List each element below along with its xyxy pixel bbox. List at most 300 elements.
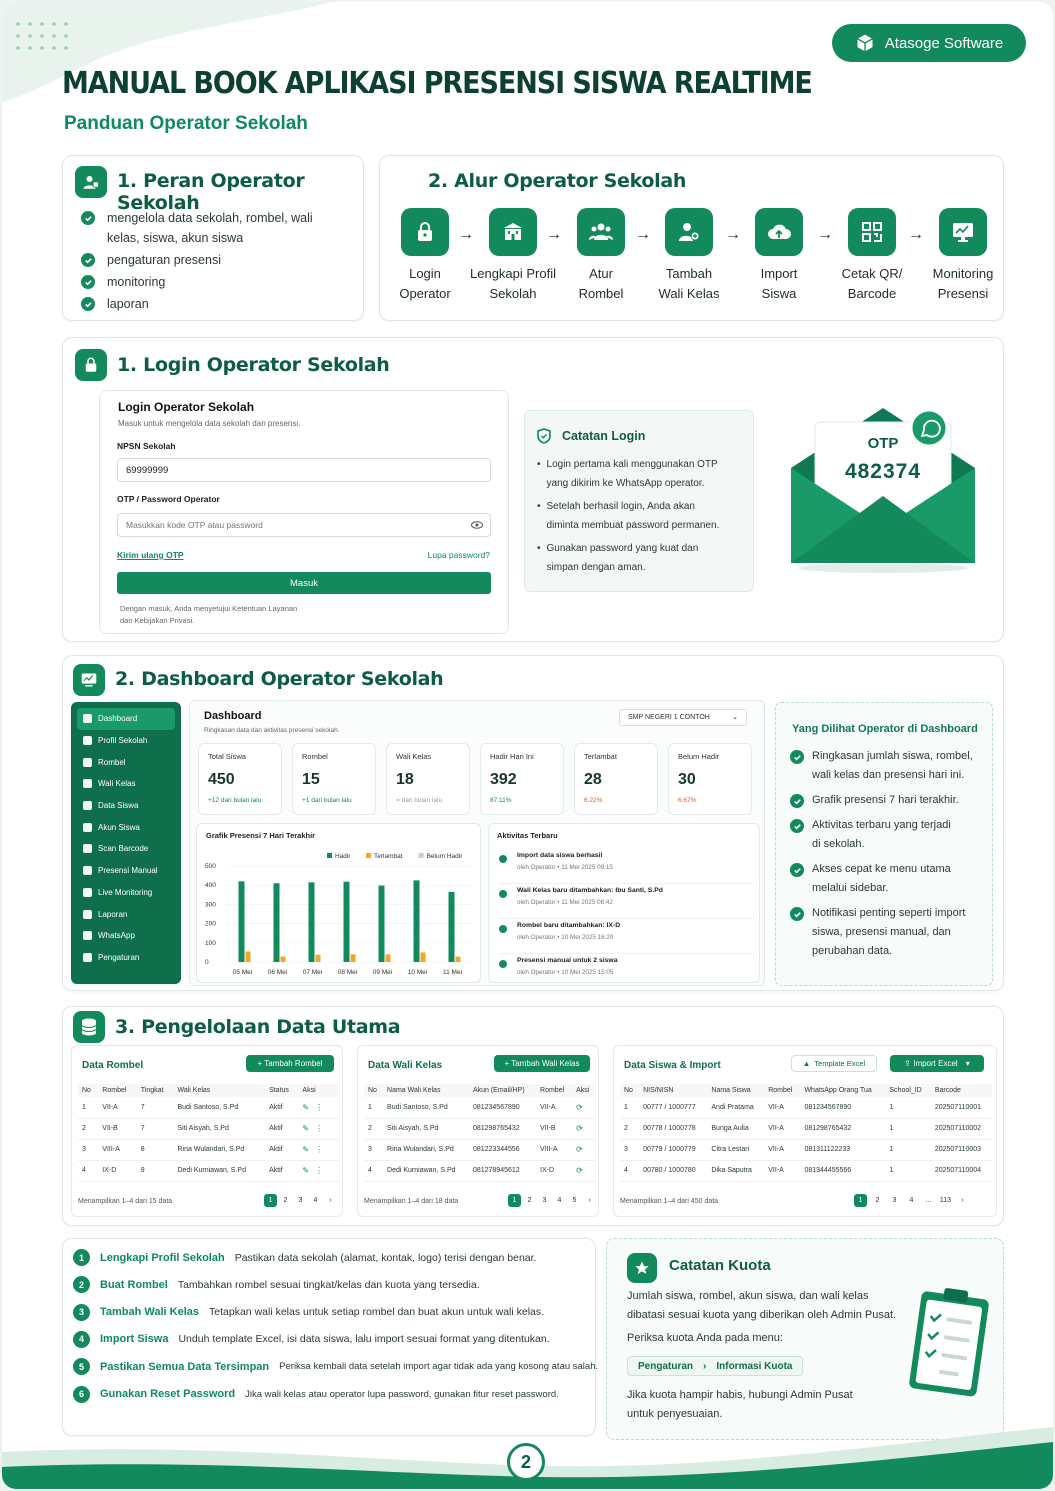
arrow-right-icon: → (817, 226, 833, 243)
page-button[interactable]: 5 (572, 1197, 577, 1204)
x-tick-label: 09 Mei (372, 969, 393, 976)
step-text: Tetapkan wali kelas untuk setiap rombel dan buat akun untuk wali kelas. (209, 1306, 545, 1319)
stat-card (668, 743, 752, 815)
bar-hadir (414, 880, 420, 962)
page-button[interactable]: 3 (542, 1197, 547, 1204)
table-row (78, 1097, 340, 1118)
table-cell: 4 (620, 1160, 639, 1181)
sidebar-item[interactable]: Profil Sekolah (71, 730, 181, 752)
dashboard-info-title: Yang Dilihat Operator di Dashboard (792, 723, 978, 735)
dashboard-heading-sub: Ringkasan data dan aktivitas presensi sekolah. (204, 727, 340, 734)
reset-icon[interactable]: ⟳ (576, 1145, 583, 1154)
step-item (73, 1304, 544, 1321)
step-title: Import Siswa (100, 1333, 169, 1346)
dashboard-sidebar (71, 702, 181, 984)
data-section-title: 3. Pengelolaan Data Utama (115, 1016, 401, 1038)
stat-sub: +12 dari bulan lalu (208, 797, 262, 804)
school-select[interactable]: SMP NEGERI 1 CONTOH ⌄ (619, 709, 747, 726)
sidebar-menu-icon (83, 779, 92, 788)
school-icon (489, 208, 537, 256)
sidebar-item[interactable]: Laporan (71, 903, 181, 925)
menu-informasi-kuota[interactable]: Informasi Kuota (716, 1360, 793, 1372)
qr-icon (848, 208, 896, 256)
stat-label: Hadir Hari Ini (490, 752, 534, 761)
table-cell: Bunga Aulia (707, 1118, 764, 1139)
upload-icon: ⇪ (904, 1059, 914, 1068)
y-tick-label: 100 (205, 939, 216, 947)
activity-text: Rombel baru ditambahkan: IX-D (517, 922, 621, 929)
sidebar-menu-icon (83, 714, 92, 723)
quota-text-3: Jika kuota hampir habis, hubungi Admin Pusat untuk penyesuaian. (627, 1389, 853, 1420)
page-button[interactable]: 4 (557, 1197, 562, 1204)
login-notes (524, 410, 754, 592)
step-text: Unduh template Excel, isi data siswa, lalu import sesuai format yang ditentukan. (178, 1333, 550, 1346)
stat-sub: 87.11% (490, 797, 512, 804)
edit-icon[interactable]: ✎ (302, 1145, 310, 1154)
flow-step-profil: Lengkapi Profil Sekolah (468, 208, 558, 304)
row-actions (298, 1160, 340, 1181)
legend-swatch (366, 853, 371, 858)
bar-terlambat (386, 954, 391, 962)
check-icon (790, 907, 804, 921)
activity-meta: oleh Operator • 10 Mei 2025 16:20 (517, 934, 614, 941)
page-button[interactable]: 3 (892, 1197, 897, 1204)
stat-value: 15 (302, 771, 320, 788)
excel-icon: ▲ (802, 1059, 811, 1068)
legend-label: Belum Hadir (426, 853, 463, 860)
table-cell: 1 (885, 1160, 930, 1181)
legend-label: Terlambat (374, 853, 403, 860)
table-cell: 1 (620, 1097, 639, 1118)
table-cell: 00780 / 1000780 (639, 1160, 707, 1181)
siswa-footer: Menampilkan 1–4 dari 450 data (620, 1198, 719, 1205)
stat-sub: +1 dari bulan lalu (302, 797, 352, 804)
check-icon (790, 819, 804, 833)
table-cell: VII-A (764, 1139, 800, 1160)
arrow-right-icon: → (458, 226, 474, 243)
more-icon[interactable]: ⋮ (315, 1102, 324, 1112)
sidebar-item[interactable]: Pengaturan (71, 947, 181, 969)
stat-sub: = dari bulan lalu (396, 797, 443, 804)
sidebar-menu-icon (83, 931, 92, 940)
otp-label-text: OTP (867, 435, 899, 452)
page-button[interactable]: › (961, 1197, 964, 1204)
check-icon (790, 750, 804, 764)
table-cell: 8 (137, 1139, 174, 1160)
table-cell: 9 (137, 1160, 174, 1181)
table-cell: VIII-A (98, 1139, 136, 1160)
stat-value: 18 (396, 771, 414, 788)
table-cell: VII-B (536, 1118, 572, 1139)
operator-user-icon (75, 166, 107, 198)
table-cell: 202507110004 (931, 1160, 992, 1181)
activity-text: Wali Kelas baru ditambahkan: Ibu Santi, S.Pd (517, 887, 663, 894)
group-icon (577, 208, 625, 256)
table-cell: Aktif (265, 1097, 298, 1118)
monitor-icon (939, 208, 987, 256)
column-header: Akun (Email/HP) (469, 1084, 536, 1097)
role-item: pengaturan presensi (107, 253, 221, 267)
activity-item (499, 852, 754, 884)
row-actions (298, 1139, 340, 1160)
otp-code: 482374 (844, 460, 922, 483)
row-actions (572, 1118, 596, 1139)
bar-hadir (239, 881, 245, 962)
sidebar-item[interactable]: WhatsApp (71, 925, 181, 947)
check-icon (81, 211, 95, 225)
login-submit-button[interactable]: Masuk (117, 572, 491, 594)
npsn-label: NPSN Sekolah (117, 441, 176, 451)
table-cell: Aktif (265, 1160, 298, 1181)
table-row (364, 1118, 596, 1139)
column-header: Rombel (764, 1084, 800, 1097)
row-actions (572, 1139, 596, 1160)
clipboard-checklist-icon (907, 1287, 993, 1401)
table-cell: 00779 / 1000779 (639, 1139, 707, 1160)
wali-footer: Menampilkan 1–4 dari 18 data (364, 1198, 459, 1205)
check-icon (790, 863, 804, 877)
page-button[interactable]: 3 (298, 1197, 303, 1204)
activity-text: Presensi manual untuk 2 siswa (517, 957, 618, 964)
eye-icon[interactable] (471, 521, 483, 529)
page-button[interactable]: 1 (854, 1194, 867, 1207)
bar-hadir (344, 882, 350, 962)
sidebar-menu-icon (83, 823, 92, 832)
role-item: mengelola data sekolah, rombel, wali kelas, siswa, akun siswa (107, 211, 313, 245)
stat-card (292, 743, 376, 815)
steps-card (62, 1238, 599, 1436)
page-button[interactable]: 4 (909, 1197, 914, 1204)
row-actions (572, 1097, 596, 1118)
page-button[interactable]: › (588, 1197, 591, 1204)
stat-label: Total Siswa (208, 752, 246, 761)
table-cell: 081311122233 (800, 1139, 885, 1160)
stat-card (198, 743, 282, 815)
table-cell: 081223344556 (469, 1139, 536, 1160)
table-row (364, 1160, 596, 1181)
login-form-title: Login Operator Sekolah (118, 400, 255, 414)
page-button[interactable]: 113 (939, 1197, 952, 1204)
table-cell: Dedi Kurniawan, S.Pd (174, 1160, 266, 1181)
forgot-password-link[interactable]: Lupa password? (427, 550, 490, 560)
edit-icon[interactable]: ✎ (302, 1166, 310, 1175)
step-title: Tambah Wali Kelas (100, 1306, 200, 1319)
row-actions (572, 1160, 596, 1181)
flow-step-rombel: Atur Rombel (556, 208, 646, 304)
table-cell: 00777 / 1000777 (639, 1097, 707, 1118)
table-cell: 081234567890 (800, 1097, 885, 1118)
table-cell: Budi Santoso, S.Pd (383, 1097, 469, 1118)
stat-label: Terlambat (584, 752, 617, 761)
edit-icon[interactable]: ✎ (302, 1102, 310, 1112)
table-cell: 3 (78, 1139, 98, 1160)
table-cell: Dika Saputra (707, 1160, 764, 1181)
flow-step-login: Login Operator (380, 208, 470, 304)
template-excel-button[interactable]: ▲ Template Excel (791, 1055, 877, 1072)
dashboard-main (189, 700, 765, 986)
table-cell: 081344455566 (800, 1160, 885, 1181)
chevron-right-icon: › (703, 1360, 707, 1372)
x-tick-label: 07 Mei (302, 969, 323, 976)
lock-icon (401, 208, 449, 256)
page-button[interactable]: 2 (875, 1197, 880, 1204)
arrow-right-icon: → (725, 226, 741, 243)
sidebar-item[interactable]: Data Siswa (71, 795, 181, 817)
edit-icon[interactable]: ✎ (302, 1124, 310, 1133)
table-cell: Siti Aisyah, S.Pd (383, 1118, 469, 1139)
stat-value: 392 (490, 771, 517, 788)
step-item (73, 1331, 550, 1348)
stat-label: Rombel (302, 752, 328, 761)
bar-terlambat (246, 951, 251, 962)
add-rombel-button[interactable]: + Tambah Rombel (246, 1055, 334, 1072)
reset-icon[interactable]: ⟳ (576, 1124, 583, 1133)
table-cell: 1 (885, 1139, 930, 1160)
step-number: 1 (73, 1249, 90, 1266)
rombel-table (78, 1084, 340, 1182)
table-cell: Siti Aisyah, S.Pd (174, 1118, 266, 1139)
otp-envelope-illustration (783, 398, 983, 578)
sidebar-menu-icon (83, 736, 92, 745)
chart-legend (327, 853, 463, 860)
column-header: Rombel (536, 1084, 572, 1097)
table-cell: 1 (78, 1097, 98, 1118)
stat-sub: 6.67% (678, 797, 697, 804)
page-button[interactable]: 4 (313, 1197, 318, 1204)
sidebar-item[interactable]: Akun Siswa (71, 816, 181, 838)
arrow-right-icon: → (546, 226, 562, 243)
activity-text: Import data siswa berhasil (517, 852, 603, 859)
table-cell: Dedi Kurniawan, S.Pd (383, 1160, 469, 1181)
column-header: Aksi (298, 1084, 340, 1097)
table-cell: 1 (885, 1118, 930, 1139)
flow-step-monitoring: Monitoring Presensi (918, 208, 1008, 304)
page-button[interactable]: 2 (283, 1197, 288, 1204)
role-list (81, 208, 321, 314)
step-item (73, 1386, 559, 1403)
table-cell: 00778 / 1000778 (639, 1118, 707, 1139)
arrow-right-icon: → (908, 226, 924, 243)
flow-title: 2. Alur Operator Sekolah (428, 170, 687, 192)
step-title: Pastikan Semua Data Tersimpan (100, 1360, 270, 1373)
step-number: 5 (73, 1358, 90, 1375)
step-number: 6 (73, 1386, 90, 1403)
table-cell: 3 (364, 1139, 383, 1160)
sidebar-menu-icon (83, 866, 92, 875)
table-row (364, 1097, 596, 1118)
stat-value: 28 (584, 771, 602, 788)
sidebar-item[interactable]: Presensi Manual (71, 860, 181, 882)
login-form-subtitle: Masuk untuk mengelola data sekolah dan presensi. (118, 419, 301, 428)
wali-pagination (508, 1194, 596, 1207)
more-icon[interactable]: ⋮ (315, 1166, 324, 1175)
menu-pengaturan[interactable]: Pengaturan (638, 1360, 694, 1372)
add-wali-button[interactable]: + Tambah Wali Kelas (494, 1055, 590, 1072)
bar-hadir (379, 886, 385, 962)
resend-otp-link[interactable]: Kirim ulang OTP (117, 550, 184, 560)
table-cell: VIII-A (536, 1139, 572, 1160)
stat-label: Wali Kelas (396, 752, 432, 761)
table-cell: IX-D (98, 1160, 136, 1181)
reset-icon[interactable]: ⟳ (576, 1166, 583, 1175)
database-icon (73, 1011, 105, 1043)
sidebar-menu-icon (83, 844, 92, 853)
quota-text-1: Jumlah siswa, rombel, akun siswa, dan wali kelas dibatasi sesuai kuota yang diberikan oleh Admin Pusat. (627, 1290, 897, 1321)
dashboard-info-card (775, 702, 993, 986)
table-cell: IX-D (536, 1160, 572, 1181)
wali-title: Data Wali Kelas (368, 1060, 443, 1071)
sidebar-menu-icon (83, 888, 92, 897)
table-cell: 2 (620, 1118, 639, 1139)
step-title: Buat Rombel (100, 1278, 168, 1291)
flow-step-qr: Cetak QR/ Barcode (827, 208, 917, 304)
dashboard-section (62, 655, 1004, 991)
step-item (73, 1358, 598, 1375)
page-title: MANUAL BOOK APLIKASI PRESENSI SISWA REALTIME (62, 66, 812, 101)
bar-terlambat (421, 952, 426, 962)
data-section (62, 1006, 1004, 1226)
page-button[interactable]: › (329, 1197, 332, 1204)
role-item: monitoring (107, 275, 166, 289)
login-terms: Dengan masuk, Anda menyetujui Ketentuan Layanan dan Kebijakan Privasi. (120, 604, 298, 625)
stat-label: Belum Hadir (678, 752, 720, 761)
dashboard-info-item: Grafik presensi 7 hari terakhir. (790, 791, 990, 810)
star-icon (627, 1253, 657, 1283)
page-button[interactable]: 1 (264, 1194, 277, 1207)
activity-card (488, 823, 760, 983)
x-tick-label: 06 Mei (267, 969, 288, 976)
wali-table (364, 1084, 596, 1182)
x-tick-label: 11 Mei (442, 969, 463, 976)
table-cell: 3 (620, 1139, 639, 1160)
quota-menu-path (627, 1356, 803, 1376)
table-cell: 1 (364, 1097, 383, 1118)
bar-hadir (274, 883, 280, 962)
login-notes-list: • Login pertama kali menggunakan OTP yang dikirim ke WhatsApp operator. • Setelah berhasil login, Anda akan diminta membuat password permanen. • Gunakan password yang kuat dan simpan dengan aman. (537, 459, 720, 573)
more-icon[interactable]: ⋮ (315, 1124, 324, 1133)
flow-step-import: Import Siswa (734, 208, 824, 304)
column-header: Barcode (931, 1084, 992, 1097)
table-cell: 4 (78, 1160, 98, 1181)
table-cell: 081234567890 (469, 1097, 536, 1118)
dashboard-info-list (790, 747, 990, 967)
step-text: Tambahkan rombel sesuai tingkat/kelas dan kuota yang tersedia. (177, 1278, 480, 1291)
upload-cloud-icon (755, 208, 803, 256)
import-excel-button[interactable]: ⇪ Import Excel ▾ (890, 1055, 984, 1072)
npsn-input[interactable] (117, 458, 491, 482)
table-cell: VII-A (764, 1118, 800, 1139)
stat-card (574, 743, 658, 815)
dashboard-info-item: Akses cepat ke menu utama melalui sidebar. (790, 860, 990, 898)
step-item (73, 1249, 536, 1266)
column-header: No (620, 1084, 639, 1097)
column-header: Nama Wali Kelas (383, 1084, 469, 1097)
table-row (620, 1118, 992, 1139)
column-header: No (364, 1084, 383, 1097)
column-header: Aksi (572, 1084, 596, 1097)
table-cell: Budi Santoso, S.Pd (174, 1097, 266, 1118)
stat-card (386, 743, 470, 815)
table-row (620, 1160, 992, 1181)
table-cell: VII-A (98, 1097, 136, 1118)
column-header: Wali Kelas (174, 1084, 266, 1097)
role-title: 1. Peran Operator Sekolah (117, 170, 305, 214)
table-row (364, 1139, 596, 1160)
sidebar-item[interactable]: Scan Barcode (71, 838, 181, 860)
whatsapp-icon (921, 418, 935, 432)
brand-badge (832, 24, 1026, 62)
table-cell: Rina Wulandari, S.Pd (174, 1139, 266, 1160)
check-icon (81, 275, 95, 289)
step-number: 3 (73, 1304, 90, 1321)
column-header: School_ID (885, 1084, 930, 1097)
quota-text-2: Periksa kuota Anda pada menu: (627, 1332, 783, 1344)
chevron-down-icon: ⌄ (732, 714, 738, 721)
reset-icon[interactable]: ⟳ (576, 1102, 583, 1112)
step-title: Lengkapi Profil Sekolah (100, 1251, 225, 1264)
attendance-chart-card (196, 823, 481, 983)
page-button[interactable]: ... (925, 1197, 932, 1204)
table-row (620, 1097, 992, 1118)
activity-item (499, 957, 754, 989)
sidebar-item[interactable]: Wali Kelas (71, 773, 181, 795)
check-icon (790, 794, 804, 808)
table-cell: Citra Lestari (707, 1139, 764, 1160)
more-icon[interactable]: ⋮ (315, 1145, 324, 1154)
bar-terlambat (316, 955, 321, 962)
chart-title: Grafik Presensi 7 Hari Terakhir (206, 831, 316, 840)
rombel-footer: Menampilkan 1–4 dari 15 data (78, 1198, 173, 1205)
table-cell: 202507110003 (931, 1139, 992, 1160)
page-button[interactable]: 1 (508, 1194, 521, 1207)
page-subtitle: Panduan Operator Sekolah (64, 113, 308, 134)
table-cell: Rina Wulandari, S.Pd (383, 1139, 469, 1160)
step-number: 2 (73, 1276, 90, 1293)
legend-swatch (419, 853, 424, 858)
table-cell: 081298765432 (800, 1118, 885, 1139)
x-tick-label: 10 Mei (407, 969, 428, 976)
sidebar-item[interactable]: Live Monitoring (71, 882, 181, 904)
wali-card (357, 1045, 599, 1217)
column-header: Tingkat (137, 1084, 174, 1097)
activity-item (499, 922, 754, 954)
table-cell: VII-A (764, 1097, 800, 1118)
login-notes-title: Catatan Login (562, 429, 646, 443)
otp-password-input[interactable] (117, 513, 491, 537)
table-cell: VII-A (764, 1160, 800, 1181)
row-actions (298, 1097, 340, 1118)
bar-terlambat (456, 957, 461, 962)
dashboard-heading: Dashboard (204, 710, 262, 722)
manual-page (2, 2, 1053, 1489)
user-icon (499, 960, 507, 968)
y-tick-label: 0 (205, 959, 209, 966)
step-text: Jika wali kelas atau operator lupa password, gunakan fitur reset password. (245, 1388, 559, 1400)
page-button[interactable]: 2 (527, 1197, 532, 1204)
column-header: NIS/NISN (639, 1084, 707, 1097)
table-cell: 2 (364, 1118, 383, 1139)
user-icon (499, 925, 507, 933)
sidebar-item[interactable]: Dashboard (77, 708, 175, 730)
legend-label: Hadir (335, 853, 351, 860)
sidebar-menu-icon (83, 953, 92, 962)
sidebar-item[interactable]: Rombel (71, 751, 181, 773)
rombel-card (71, 1045, 343, 1217)
bar-terlambat (281, 957, 286, 962)
flow-card (379, 155, 1004, 321)
stat-value: 450 (208, 771, 235, 788)
step-title: Gunakan Reset Password (100, 1388, 236, 1400)
